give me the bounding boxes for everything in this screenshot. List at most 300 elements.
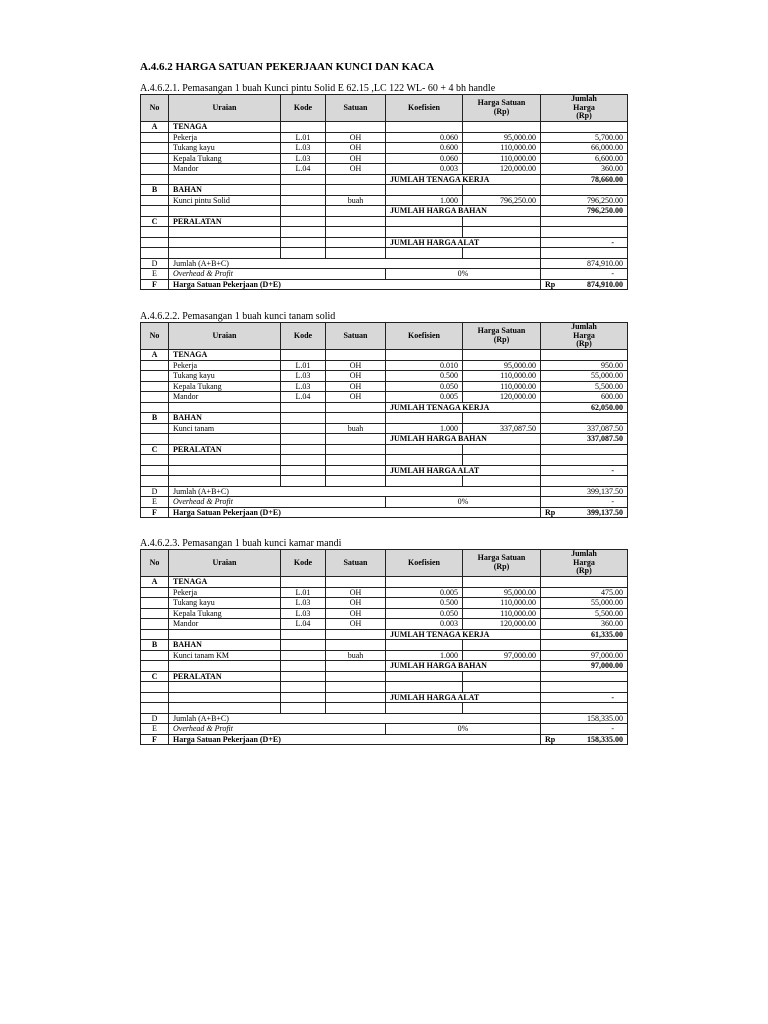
empty-cell xyxy=(463,640,541,651)
col-header-koefisien: Koefisien xyxy=(386,95,463,122)
item-satuan: OH xyxy=(326,132,386,143)
empty-cell xyxy=(281,577,326,588)
subtotal-value: 399,137.50 xyxy=(541,486,628,497)
empty-cell xyxy=(141,476,169,487)
empty-cell xyxy=(463,227,541,238)
currency-label: Rp xyxy=(545,279,556,289)
overhead-percent: 0% xyxy=(386,497,541,508)
empty-cell xyxy=(326,206,386,217)
empty-cell xyxy=(326,476,386,487)
total-value: - xyxy=(541,692,628,703)
item-kode: L.03 xyxy=(281,598,326,609)
item-kode: L.03 xyxy=(281,153,326,164)
empty-cell xyxy=(281,661,326,672)
overhead-row xyxy=(141,724,628,735)
row-code: F xyxy=(141,734,169,745)
group-code: A xyxy=(141,577,169,588)
empty-cell xyxy=(326,444,386,455)
empty-cell xyxy=(326,216,386,227)
item-jumlah: 66,000.00 xyxy=(541,143,628,154)
grand-total-value: 399,137.50 xyxy=(587,507,623,517)
empty-cell xyxy=(281,671,326,682)
empty-cell xyxy=(463,185,541,196)
unit-price-analysis-section xyxy=(140,83,627,290)
overhead-value: - xyxy=(541,724,628,735)
col-header-satuan: Satuan xyxy=(326,323,386,350)
item-uraian: Pekerja xyxy=(169,587,281,598)
blank-row xyxy=(141,227,628,238)
empty-cell xyxy=(386,682,463,693)
total-value: 796,250.00 xyxy=(541,206,628,217)
item-harga-satuan: 337,087.50 xyxy=(463,423,541,434)
group-label: PERALATAN xyxy=(169,444,281,455)
item-jumlah: 337,087.50 xyxy=(541,423,628,434)
item-satuan: OH xyxy=(326,598,386,609)
empty-cell xyxy=(386,350,463,361)
item-uraian: Tukang kayu xyxy=(169,598,281,609)
empty-cell xyxy=(541,682,628,693)
empty-cell xyxy=(326,237,386,248)
blank-row xyxy=(141,455,628,466)
item-uraian: Tukang kayu xyxy=(169,143,281,154)
total-value: - xyxy=(541,465,628,476)
empty-cell xyxy=(281,216,326,227)
grand-total-row xyxy=(141,507,628,518)
table-row xyxy=(141,132,628,143)
col-header-line: Harga Satuan xyxy=(477,326,526,336)
empty-cell xyxy=(281,402,326,413)
total-value: 97,000.00 xyxy=(541,661,628,672)
overhead-label: Overhead & Profit xyxy=(169,724,386,735)
empty-cell xyxy=(169,206,281,217)
empty-cell xyxy=(386,122,463,133)
table-row xyxy=(141,608,628,619)
empty-cell xyxy=(169,402,281,413)
item-harga-satuan: 97,000.00 xyxy=(463,650,541,661)
empty-cell xyxy=(541,671,628,682)
empty-cell xyxy=(169,455,281,466)
group-label: PERALATAN xyxy=(169,671,281,682)
item-koefisien: 0.003 xyxy=(386,619,463,630)
subtotal-label: Jumlah (A+B+C) xyxy=(169,486,541,497)
col-header-line: Jumlah xyxy=(571,94,597,104)
empty-cell xyxy=(141,661,169,672)
item-satuan: OH xyxy=(326,371,386,382)
empty-cell xyxy=(386,216,463,227)
subtotal-row xyxy=(141,713,628,724)
table-row xyxy=(141,619,628,630)
row-code: E xyxy=(141,269,169,280)
empty-cell xyxy=(281,629,326,640)
col-header-line: (Rp) xyxy=(576,111,592,121)
section-title: A.4.6.2.1. Pemasangan 1 buah Kunci pintu Solid E 62.15 ,LC 122 WL- 60 + 4 bh handle xyxy=(140,83,496,94)
table-row xyxy=(141,164,628,175)
col-header-line: (Rp) xyxy=(493,335,510,344)
grand-total-cell xyxy=(541,734,628,745)
overhead-percent: 0% xyxy=(386,724,541,735)
item-satuan: OH xyxy=(326,392,386,403)
item-jumlah: 475.00 xyxy=(541,587,628,598)
item-uraian: Pekerja xyxy=(169,132,281,143)
unit-price-analysis-section xyxy=(140,538,627,745)
group-code: B xyxy=(141,640,169,651)
currency-label: Rp xyxy=(545,507,556,517)
total-row-bahan xyxy=(141,206,628,217)
empty-cell xyxy=(326,703,386,714)
item-satuan: OH xyxy=(326,608,386,619)
empty-cell xyxy=(326,248,386,259)
empty-cell xyxy=(326,402,386,413)
group-label: BAHAN xyxy=(169,185,281,196)
table-row xyxy=(141,392,628,403)
group-code: B xyxy=(141,413,169,424)
empty-cell xyxy=(386,455,463,466)
overhead-value: - xyxy=(541,497,628,508)
grand-total-row xyxy=(141,734,628,745)
empty-cell xyxy=(463,671,541,682)
group-label: TENAGA xyxy=(169,122,281,133)
empty-cell xyxy=(326,661,386,672)
empty-cell xyxy=(141,174,169,185)
header-row xyxy=(141,323,628,350)
item-satuan: OH xyxy=(326,143,386,154)
empty-cell xyxy=(541,455,628,466)
item-kode: L.04 xyxy=(281,619,326,630)
empty-cell xyxy=(281,350,326,361)
empty-cell xyxy=(141,608,169,619)
item-satuan: buah xyxy=(326,650,386,661)
grand-total-value: 874,910.00 xyxy=(587,279,623,289)
item-kode xyxy=(281,195,326,206)
item-harga-satuan: 95,000.00 xyxy=(463,360,541,371)
total-row-peralatan xyxy=(141,237,628,248)
col-header-harga-satuan xyxy=(463,95,541,122)
empty-cell xyxy=(141,587,169,598)
row-code: E xyxy=(141,497,169,508)
empty-cell xyxy=(463,682,541,693)
empty-cell xyxy=(281,237,326,248)
empty-cell xyxy=(141,465,169,476)
col-header-no: No xyxy=(141,323,169,350)
empty-cell xyxy=(141,423,169,434)
row-code: F xyxy=(141,507,169,518)
empty-cell xyxy=(141,237,169,248)
total-label: JUMLAH TENAGA KERJA xyxy=(386,174,541,185)
total-row-tenaga xyxy=(141,629,628,640)
empty-cell xyxy=(463,248,541,259)
empty-cell xyxy=(326,640,386,651)
overhead-value: - xyxy=(541,269,628,280)
row-code: E xyxy=(141,724,169,735)
col-header-harga-satuan xyxy=(463,550,541,577)
empty-cell xyxy=(386,703,463,714)
grand-total-label: Harga Satuan Pekerjaan (D+E) xyxy=(169,734,541,745)
empty-cell xyxy=(141,682,169,693)
item-jumlah: 55,000.00 xyxy=(541,371,628,382)
item-kode: L.01 xyxy=(281,360,326,371)
col-header-line: Harga xyxy=(573,102,595,112)
col-header-koefisien: Koefisien xyxy=(386,550,463,577)
empty-cell xyxy=(281,476,326,487)
empty-cell xyxy=(541,476,628,487)
empty-cell xyxy=(141,629,169,640)
empty-cell xyxy=(281,703,326,714)
item-kode: L.03 xyxy=(281,381,326,392)
empty-cell xyxy=(141,692,169,703)
group-code: C xyxy=(141,216,169,227)
item-jumlah: 5,500.00 xyxy=(541,381,628,392)
col-header-line: Harga Satuan xyxy=(477,553,526,563)
col-header-jumlah-harga xyxy=(541,323,628,350)
item-harga-satuan: 110,000.00 xyxy=(463,598,541,609)
col-header-kode: Kode xyxy=(281,550,326,577)
table-row xyxy=(141,381,628,392)
total-row-peralatan xyxy=(141,692,628,703)
table-body xyxy=(141,350,628,518)
col-header-no: No xyxy=(141,550,169,577)
unit-price-table xyxy=(140,549,628,745)
empty-cell xyxy=(141,455,169,466)
item-satuan: buah xyxy=(326,423,386,434)
col-header-koefisien: Koefisien xyxy=(386,323,463,350)
item-koefisien: 1.000 xyxy=(386,195,463,206)
group-row-peralatan xyxy=(141,216,628,227)
empty-cell xyxy=(326,465,386,476)
empty-cell xyxy=(326,692,386,703)
empty-cell xyxy=(326,434,386,445)
empty-cell xyxy=(326,174,386,185)
item-koefisien: 0.005 xyxy=(386,587,463,598)
item-harga-satuan: 120,000.00 xyxy=(463,164,541,175)
item-satuan: OH xyxy=(326,587,386,598)
grand-total-cell xyxy=(541,507,628,518)
empty-cell xyxy=(386,185,463,196)
item-jumlah: 55,000.00 xyxy=(541,598,628,609)
group-code: B xyxy=(141,185,169,196)
item-koefisien: 0.060 xyxy=(386,132,463,143)
col-header-line: (Rp) xyxy=(576,566,592,576)
col-header-uraian: Uraian xyxy=(169,550,281,577)
empty-cell xyxy=(541,640,628,651)
item-koefisien: 1.000 xyxy=(386,650,463,661)
empty-cell xyxy=(463,122,541,133)
item-kode: L.04 xyxy=(281,164,326,175)
grand-total-value: 158,335.00 xyxy=(587,734,623,744)
empty-cell xyxy=(169,692,281,703)
row-code: D xyxy=(141,486,169,497)
empty-cell xyxy=(281,227,326,238)
empty-cell xyxy=(281,248,326,259)
item-koefisien: 0.010 xyxy=(386,360,463,371)
unit-price-analysis-section xyxy=(140,311,627,518)
item-harga-satuan: 95,000.00 xyxy=(463,132,541,143)
empty-cell xyxy=(463,476,541,487)
empty-cell xyxy=(141,434,169,445)
col-header-kode: Kode xyxy=(281,95,326,122)
empty-cell xyxy=(326,455,386,466)
group-row-peralatan xyxy=(141,444,628,455)
subtotal-label: Jumlah (A+B+C) xyxy=(169,713,541,724)
col-header-uraian: Uraian xyxy=(169,95,281,122)
empty-cell xyxy=(169,237,281,248)
table-row xyxy=(141,143,628,154)
item-harga-satuan: 120,000.00 xyxy=(463,392,541,403)
empty-cell xyxy=(541,413,628,424)
empty-cell xyxy=(141,153,169,164)
empty-cell xyxy=(463,350,541,361)
empty-cell xyxy=(141,132,169,143)
overhead-label: Overhead & Profit xyxy=(169,269,386,280)
empty-cell xyxy=(386,577,463,588)
empty-cell xyxy=(541,216,628,227)
empty-cell xyxy=(281,174,326,185)
empty-cell xyxy=(541,350,628,361)
group-code: C xyxy=(141,444,169,455)
total-row-bahan xyxy=(141,661,628,672)
col-header-jumlah-harga xyxy=(541,95,628,122)
empty-cell xyxy=(141,248,169,259)
empty-cell xyxy=(541,122,628,133)
empty-cell xyxy=(141,164,169,175)
document-title: A.4.6.2 HARGA SATUAN PEKERJAAN KUNCI DAN KACA xyxy=(140,61,435,73)
item-koefisien: 1.000 xyxy=(386,423,463,434)
empty-cell xyxy=(326,682,386,693)
empty-cell xyxy=(326,413,386,424)
empty-cell xyxy=(541,444,628,455)
subtotal-row xyxy=(141,258,628,269)
empty-cell xyxy=(141,206,169,217)
item-satuan: OH xyxy=(326,360,386,371)
item-uraian: Mandor xyxy=(169,619,281,630)
total-row-peralatan xyxy=(141,465,628,476)
row-code: D xyxy=(141,258,169,269)
item-koefisien: 0.050 xyxy=(386,381,463,392)
empty-cell xyxy=(326,122,386,133)
item-kode xyxy=(281,423,326,434)
col-header-line: (Rp) xyxy=(493,107,510,116)
empty-cell xyxy=(463,455,541,466)
item-kode: L.03 xyxy=(281,143,326,154)
group-row-bahan xyxy=(141,413,628,424)
empty-cell xyxy=(541,185,628,196)
empty-cell xyxy=(281,413,326,424)
empty-cell xyxy=(141,227,169,238)
table-body xyxy=(141,577,628,745)
empty-cell xyxy=(326,577,386,588)
total-row-tenaga xyxy=(141,174,628,185)
unit-price-table xyxy=(140,94,628,290)
col-header-no: No xyxy=(141,95,169,122)
currency-label: Rp xyxy=(545,734,556,744)
total-label: JUMLAH HARGA ALAT xyxy=(386,465,541,476)
item-harga-satuan: 95,000.00 xyxy=(463,587,541,598)
total-label: JUMLAH HARGA BAHAN xyxy=(386,661,541,672)
overhead-row xyxy=(141,497,628,508)
empty-cell xyxy=(541,248,628,259)
empty-cell xyxy=(141,402,169,413)
empty-cell xyxy=(169,629,281,640)
table-head xyxy=(141,95,628,122)
col-header-harga-satuan xyxy=(463,323,541,350)
empty-cell xyxy=(541,227,628,238)
item-harga-satuan: 120,000.00 xyxy=(463,619,541,630)
item-kode: L.04 xyxy=(281,392,326,403)
total-label: JUMLAH HARGA ALAT xyxy=(386,692,541,703)
item-kode: L.03 xyxy=(281,608,326,619)
empty-cell xyxy=(386,671,463,682)
table-head xyxy=(141,323,628,350)
group-label: BAHAN xyxy=(169,640,281,651)
table-row xyxy=(141,153,628,164)
item-satuan: buah xyxy=(326,195,386,206)
total-value: 78,660.00 xyxy=(541,174,628,185)
table-row xyxy=(141,598,628,609)
item-uraian: Mandor xyxy=(169,392,281,403)
blank-row xyxy=(141,248,628,259)
item-jumlah: 5,500.00 xyxy=(541,608,628,619)
total-label: JUMLAH HARGA BAHAN xyxy=(386,206,541,217)
item-jumlah: 5,700.00 xyxy=(541,132,628,143)
item-harga-satuan: 110,000.00 xyxy=(463,153,541,164)
item-harga-satuan: 110,000.00 xyxy=(463,608,541,619)
item-satuan: OH xyxy=(326,164,386,175)
empty-cell xyxy=(326,671,386,682)
overhead-label: Overhead & Profit xyxy=(169,497,386,508)
total-row-tenaga xyxy=(141,402,628,413)
empty-cell xyxy=(463,703,541,714)
empty-cell xyxy=(169,682,281,693)
table-row xyxy=(141,650,628,661)
empty-cell xyxy=(326,350,386,361)
item-uraian: Pekerja xyxy=(169,360,281,371)
section-title: A.4.6.2.2. Pemasangan 1 buah kunci tanam solid xyxy=(140,311,336,322)
table-row xyxy=(141,423,628,434)
empty-cell xyxy=(386,413,463,424)
total-label: JUMLAH TENAGA KERJA xyxy=(386,629,541,640)
empty-cell xyxy=(141,371,169,382)
empty-cell xyxy=(141,360,169,371)
subtotal-value: 158,335.00 xyxy=(541,713,628,724)
empty-cell xyxy=(141,619,169,630)
item-jumlah: 97,000.00 xyxy=(541,650,628,661)
empty-cell xyxy=(463,577,541,588)
item-jumlah: 360.00 xyxy=(541,164,628,175)
empty-cell xyxy=(169,434,281,445)
subtotal-label: Jumlah (A+B+C) xyxy=(169,258,541,269)
unit-price-table xyxy=(140,322,628,518)
empty-cell xyxy=(281,465,326,476)
total-value: 337,087.50 xyxy=(541,434,628,445)
empty-cell xyxy=(281,122,326,133)
col-header-line: Jumlah xyxy=(571,322,597,332)
item-jumlah: 600.00 xyxy=(541,392,628,403)
item-koefisien: 0.050 xyxy=(386,608,463,619)
empty-cell xyxy=(386,444,463,455)
table-row xyxy=(141,371,628,382)
empty-cell xyxy=(281,692,326,703)
item-jumlah: 6,600.00 xyxy=(541,153,628,164)
item-satuan: OH xyxy=(326,381,386,392)
blank-row xyxy=(141,703,628,714)
col-header-satuan: Satuan xyxy=(326,550,386,577)
group-label: BAHAN xyxy=(169,413,281,424)
table-body xyxy=(141,122,628,290)
group-code: C xyxy=(141,671,169,682)
overhead-row xyxy=(141,269,628,280)
empty-cell xyxy=(326,227,386,238)
col-header-line: (Rp) xyxy=(576,339,592,349)
item-koefisien: 0.060 xyxy=(386,153,463,164)
